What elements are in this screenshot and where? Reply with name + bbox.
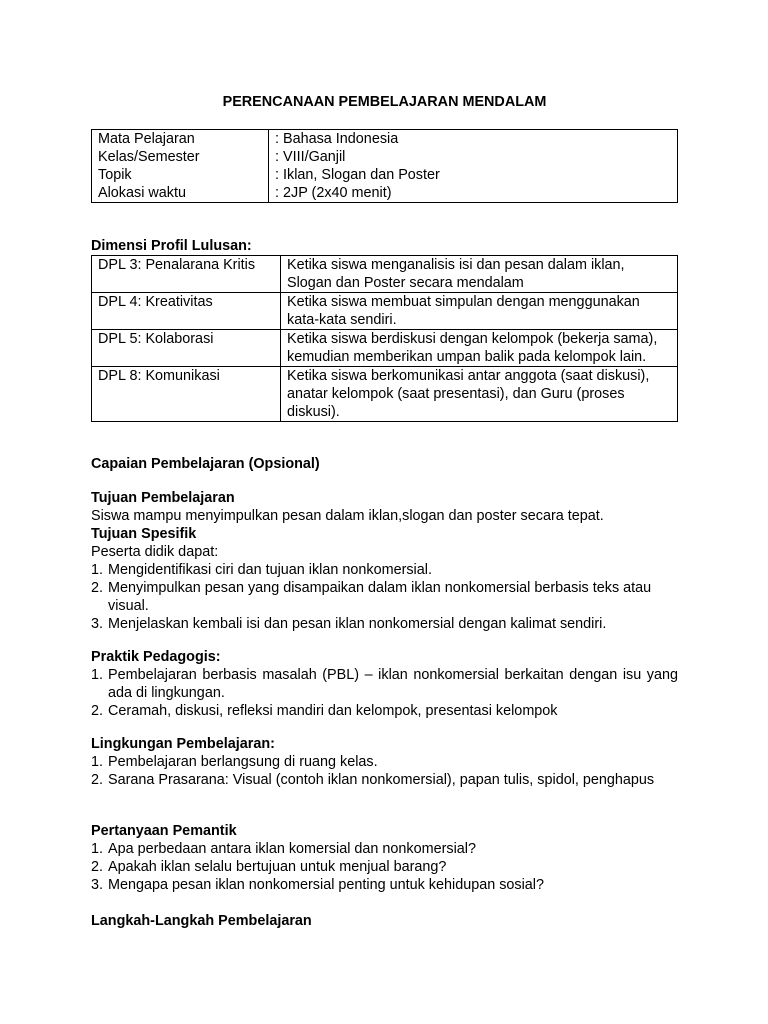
dpl-description: Ketika siswa berdiskusi dengan kelompok (bekerja sama), kemudian memberikan umpan balik pada kelompok lain.	[281, 330, 678, 367]
section-tujuan	[91, 489, 678, 633]
list-text: Apakah iklan selalu bertujuan untuk menjual barang?	[108, 859, 447, 875]
info-label: Kelas/Semester	[92, 148, 269, 166]
praktik-list	[91, 666, 678, 720]
list-text: Menyimpulkan pesan yang disampaikan dalam iklan nonkomersial berbasis teks atau visual.	[108, 580, 652, 614]
list-text: Mengapa pesan iklan nonkomersial penting untuk kehidupan sosial?	[108, 877, 545, 893]
table-row	[92, 130, 678, 149]
list-number: 3.	[91, 616, 104, 632]
section-pertanyaan	[91, 822, 678, 894]
list-number: 1.	[91, 562, 104, 578]
course-info-table	[91, 129, 678, 203]
list-item	[91, 579, 678, 615]
table-row	[92, 293, 678, 330]
dpl-name: DPL 4: Kreativitas	[92, 293, 281, 330]
list-number: 2.	[91, 859, 104, 875]
list-item	[91, 876, 678, 894]
dpl-description: Ketika siswa menganalisis isi dan pesan dalam iklan, Slogan dan Poster secara mendalam	[281, 256, 678, 293]
tujuan-text: Siswa mampu menyimpulkan pesan dalam iklan,slogan dan poster secara tepat.	[91, 508, 604, 524]
list-number: 2.	[91, 772, 104, 788]
dpl-name: DPL 3: Penalarana Kritis	[92, 256, 281, 293]
table-row	[92, 330, 678, 367]
section-heading-capaian: Capaian Pembelajaran (Opsional)	[91, 456, 320, 472]
dpl-name: DPL 8: Komunikasi	[92, 367, 281, 422]
list-text: Pembelajaran berbasis masalah (PBL) – iklan nonkomersial berkaitan dengan isu yang ada di lingkungan.	[108, 667, 678, 701]
list-item	[91, 771, 678, 789]
document-title: PERENCANAAN PEMBELAJARAN MENDALAM	[222, 94, 547, 110]
list-text: Mengidentifikasi ciri dan tujuan iklan nonkomersial.	[108, 562, 432, 578]
list-item	[91, 561, 678, 579]
dpl-description: Ketika siswa membuat simpulan dengan menggunakan kata-kata sendiri.	[281, 293, 678, 330]
list-number: 1.	[91, 841, 104, 857]
spesifik-list	[91, 561, 678, 633]
list-item	[91, 702, 678, 720]
info-value: : Bahasa Indonesia	[275, 131, 399, 147]
table-row	[92, 367, 678, 422]
list-item	[91, 615, 678, 633]
dpl-description: Ketika siswa berkomunikasi antar anggota (saat diskusi), anatar kelompok (saat presentasi), dan Guru (proses diskusi).	[281, 367, 678, 422]
list-item	[91, 840, 678, 858]
list-item	[91, 858, 678, 876]
section-heading-pertanyaan: Pertanyaan Pemantik	[91, 823, 237, 839]
list-text: Pembelajaran berlangsung di ruang kelas.	[108, 754, 378, 770]
section-heading-tujuan: Tujuan Pembelajaran	[91, 490, 235, 506]
list-number: 1.	[91, 754, 104, 770]
list-text: Sarana Prasarana: Visual (contoh iklan nonkomersial), papan tulis, spidol, penghapus	[108, 772, 655, 788]
info-label: Mata Pelajaran	[92, 130, 269, 149]
table-row	[92, 148, 678, 166]
list-text: Menjelaskan kembali isi dan pesan iklan nonkomersial dengan kalimat sendiri.	[108, 616, 607, 632]
info-label: Alokasi waktu	[92, 184, 269, 203]
dimensi-profil-table	[91, 255, 678, 422]
table-row	[92, 256, 678, 293]
table-row	[92, 166, 678, 184]
list-number: 2.	[91, 580, 104, 596]
list-number: 1.	[91, 667, 104, 683]
table-row	[92, 184, 678, 203]
info-value: : 2JP (2x40 menit)	[275, 185, 392, 201]
list-number: 3.	[91, 877, 104, 893]
section-heading-langkah: Langkah-Langkah Pembelajaran	[91, 913, 312, 929]
list-item	[91, 753, 678, 771]
info-label: Topik	[92, 166, 269, 184]
section-heading-praktik: Praktik Pedagogis:	[91, 649, 221, 665]
info-value: : Iklan, Slogan dan Poster	[275, 167, 440, 183]
lingkungan-list	[91, 753, 678, 789]
list-item	[91, 666, 678, 702]
pertanyaan-list	[91, 840, 678, 894]
list-text: Apa perbedaan antara iklan komersial dan nonkomersial?	[108, 841, 476, 857]
section-heading-lingkungan: Lingkungan Pembelajaran:	[91, 736, 275, 752]
section-lingkungan	[91, 735, 678, 789]
list-number: 2.	[91, 703, 104, 719]
dpl-name: DPL 5: Kolaborasi	[92, 330, 281, 367]
info-value: : VIII/Ganjil	[275, 149, 346, 165]
section-heading-spesifik: Tujuan Spesifik	[91, 526, 197, 542]
spesifik-intro: Peserta didik dapat:	[91, 544, 219, 560]
section-praktik	[91, 648, 678, 720]
list-text: Ceramah, diskusi, refleksi mandiri dan kelompok, presentasi kelompok	[108, 703, 558, 719]
section-heading-dimensi: Dimensi Profil Lulusan:	[91, 238, 252, 254]
